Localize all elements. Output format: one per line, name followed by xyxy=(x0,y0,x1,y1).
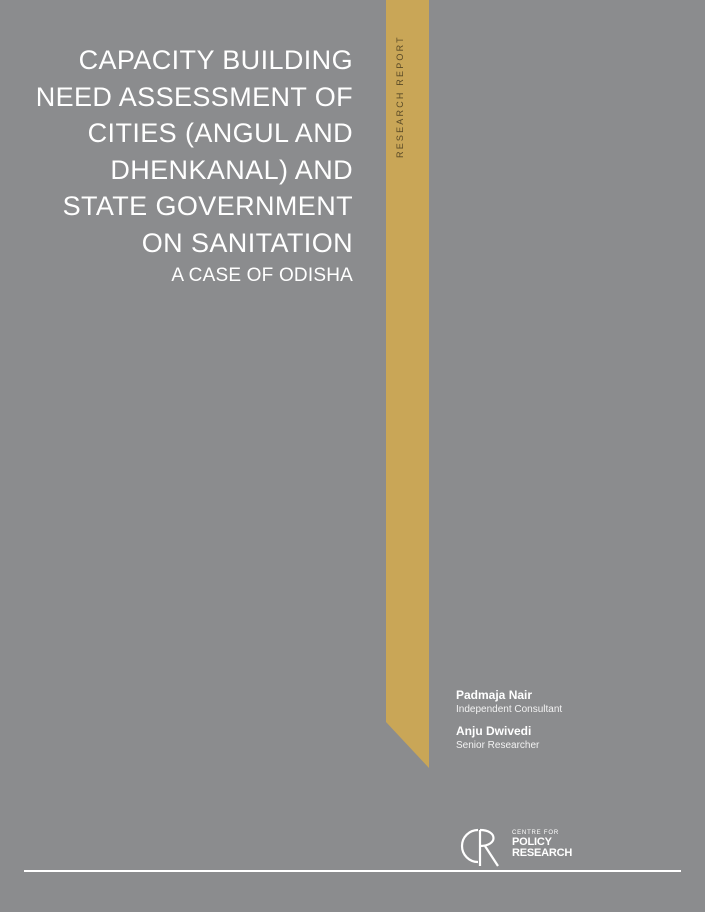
report-title-line: DHENKANAL) AND xyxy=(110,154,353,185)
publisher-line-3: RESEARCH xyxy=(512,847,573,859)
ribbon-shape xyxy=(386,0,429,768)
author-name: Anju Dwivedi xyxy=(456,724,532,738)
publisher-line-2: POLICY xyxy=(512,836,552,848)
report-subtitle: A CASE OF ODISHA xyxy=(171,265,353,286)
publisher-line-1: CENTRE FOR xyxy=(512,830,559,836)
report-title-line: NEED ASSESSMENT OF xyxy=(35,81,353,112)
authors-list xyxy=(456,688,562,760)
author-entry xyxy=(456,724,562,752)
report-title-line: CAPACITY BUILDING xyxy=(78,45,353,75)
author-role: Independent Consultant xyxy=(456,704,563,715)
report-title-line: STATE GOVERNMENT xyxy=(62,191,353,221)
publisher-name xyxy=(512,829,572,859)
title-block xyxy=(13,42,353,288)
bottom-divider xyxy=(24,870,681,872)
author-entry xyxy=(456,688,562,716)
author-name: Padmaja Nair xyxy=(456,688,533,702)
author-role: Senior Researcher xyxy=(456,740,540,751)
report-title-line: CITIES (ANGUL AND xyxy=(87,118,353,148)
report-title-line: ON SANITATION xyxy=(141,227,353,258)
gold-ribbon xyxy=(386,0,429,768)
ribbon-label: RESEARCH REPORT xyxy=(395,35,405,158)
cpr-logo-icon xyxy=(458,826,510,868)
